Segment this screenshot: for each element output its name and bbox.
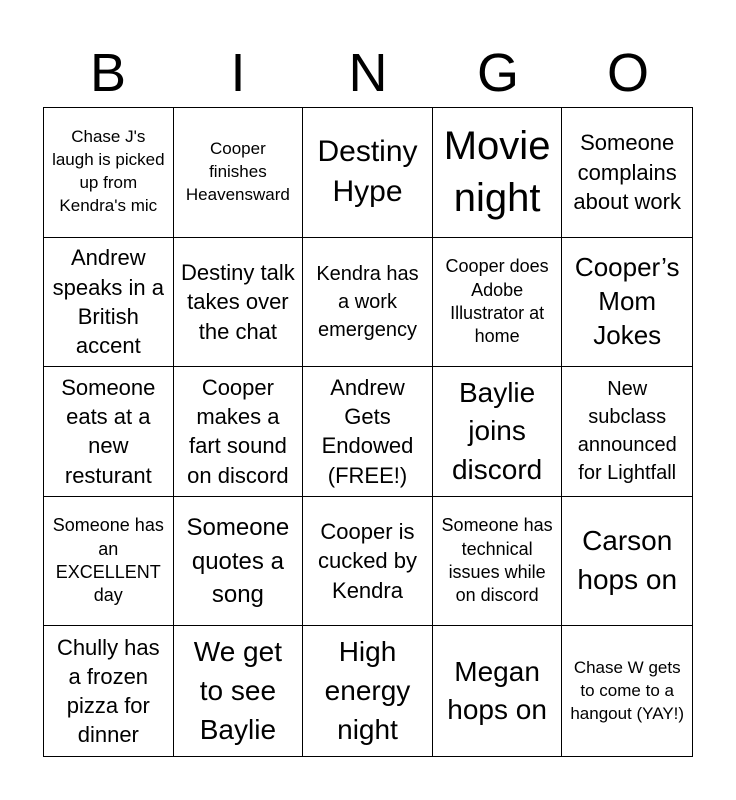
cell-text: Kendra has a work emergency: [316, 262, 419, 341]
header-letter-g: G: [476, 43, 519, 103]
cell-text: Destiny talk takes over the chat: [181, 260, 295, 344]
bingo-cell[interactable]: [44, 238, 174, 368]
bingo-cell[interactable]: [433, 497, 563, 627]
cell-text: Cooper does Adobe Illustrator at home: [445, 256, 549, 347]
cell-text: Cooper makes a fart sound on discord: [187, 374, 289, 488]
cell-text: Someone complains about work: [573, 130, 681, 214]
cell-text: Chully has a frozen pizza for dinner: [56, 634, 160, 748]
bingo-cell[interactable]: [174, 238, 304, 368]
bingo-cell[interactable]: [44, 108, 174, 238]
bingo-cell[interactable]: [174, 108, 304, 238]
bingo-cell[interactable]: [433, 367, 563, 497]
cell-text: Someone eats at a new resturant: [61, 374, 156, 488]
cell-text: Cooper’s Mom Jokes: [574, 252, 680, 350]
cell-text: Movie night: [443, 123, 551, 221]
cell-text: Cooper finishes Heavensward: [185, 138, 290, 204]
cell-text: Megan hops on: [447, 655, 547, 726]
bingo-cell[interactable]: [303, 108, 433, 238]
bingo-header: [43, 40, 693, 106]
cell-text: Destiny Hype: [317, 134, 418, 209]
cell-text: New subclass announced for Lightfall: [577, 378, 677, 485]
bingo-cell[interactable]: [44, 367, 174, 497]
header-letter-i: I: [230, 43, 246, 103]
header-letter-o: O: [606, 43, 649, 103]
cell-text: Someone quotes a song: [186, 514, 290, 608]
cell-text: Cooper is cucked by Kendra: [317, 519, 418, 603]
cell-text: Chase J's laugh is picked up from Kendra's mic: [52, 127, 165, 216]
bingo-cell[interactable]: [433, 238, 563, 368]
bingo-cell[interactable]: [303, 238, 433, 368]
bingo-cell[interactable]: [562, 238, 692, 368]
bingo-cell[interactable]: [303, 497, 433, 627]
bingo-cell[interactable]: [433, 626, 563, 756]
cell-text: Andrew speaks in a British accent: [52, 245, 164, 359]
cell-text: Someone has technical issues while on discord: [441, 515, 553, 606]
bingo-cell[interactable]: [303, 367, 433, 497]
bingo-cell[interactable]: [433, 108, 563, 238]
header-letter-n: N: [348, 43, 388, 103]
bingo-cell[interactable]: [562, 108, 692, 238]
cell-text: Andrew Gets Endowed (FREE!): [321, 374, 414, 488]
cell-text: High energy night: [324, 636, 411, 745]
header-letter-b: B: [89, 43, 127, 103]
bingo-cell[interactable]: [174, 367, 304, 497]
bingo-cell[interactable]: [174, 626, 304, 756]
cell-text: We get to see Baylie: [193, 636, 282, 745]
bingo-grid: [43, 107, 693, 757]
cell-text: Baylie joins discord: [451, 376, 543, 485]
bingo-cell[interactable]: [44, 497, 174, 627]
bingo-cell[interactable]: [562, 497, 692, 627]
cell-text: Someone has an EXCELLENT day: [52, 515, 164, 606]
bingo-cell[interactable]: [303, 626, 433, 756]
cell-text: Chase W gets to come to a hangout (YAY!): [570, 657, 685, 723]
bingo-cell[interactable]: [174, 497, 304, 627]
bingo-cell[interactable]: [44, 626, 174, 756]
bingo-cell[interactable]: [562, 367, 692, 497]
bingo-cell[interactable]: [562, 626, 692, 756]
cell-text: Carson hops on: [577, 525, 678, 596]
